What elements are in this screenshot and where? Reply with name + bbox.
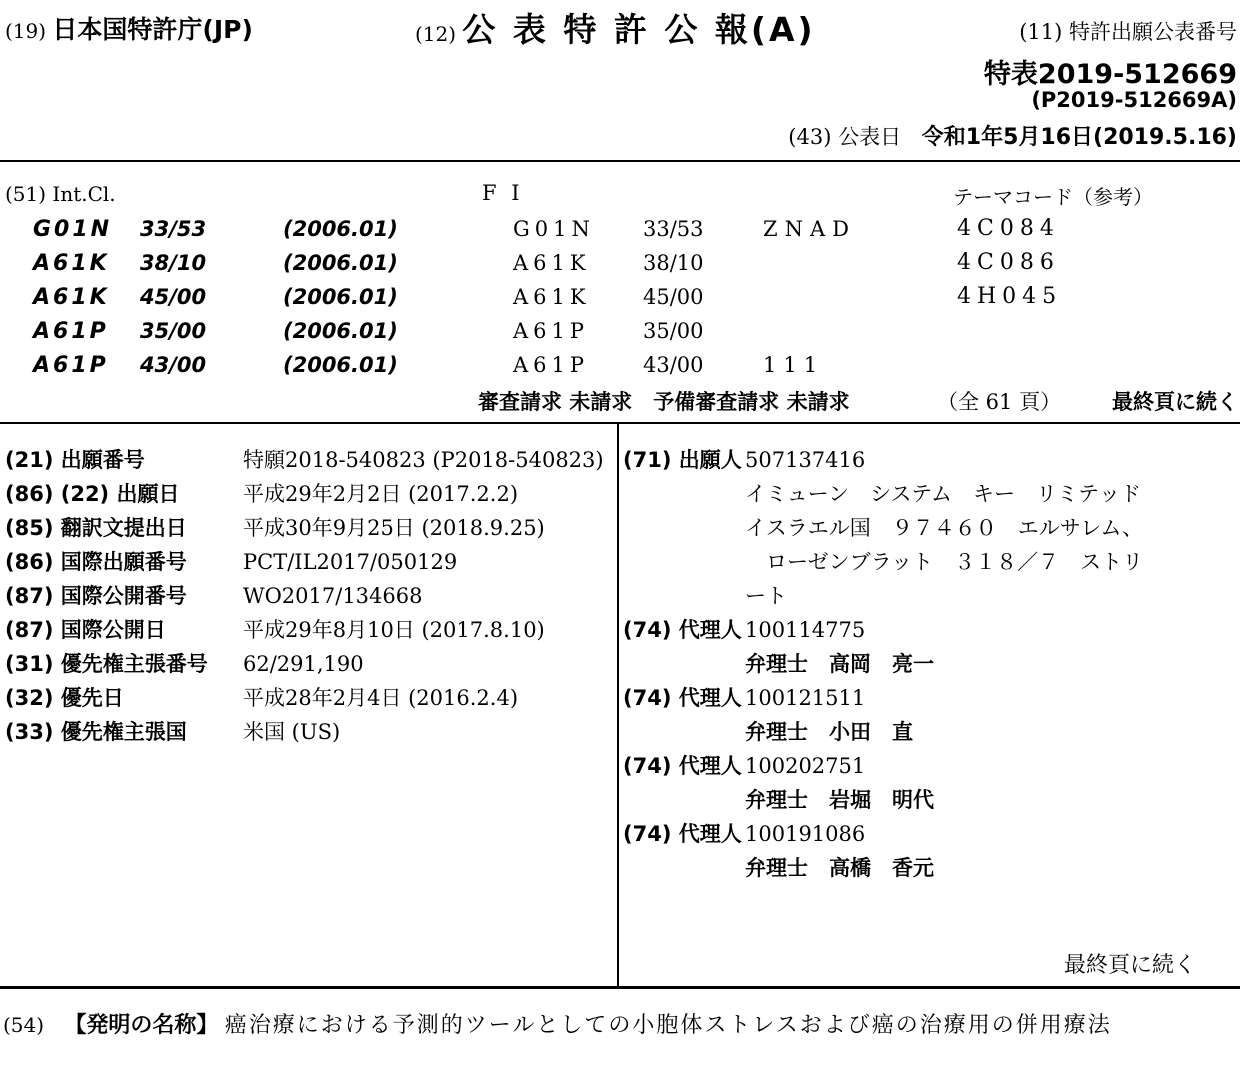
title-prefix: (54) [3,1013,45,1037]
fi-number: 35/00 [643,319,704,343]
invention-title-line [3,1008,1112,1039]
biblio-row [5,681,610,715]
field-label: (74) 代理人 [623,618,742,642]
biblio-row [623,851,1235,885]
fi-number: 38/10 [643,251,704,275]
ipc-version: (2006.01) [283,217,398,241]
field-value: 平成30年9月25日 (2018.9.25) [243,516,545,540]
field-value: 507137416 [745,448,866,472]
ipc-class: G01N [33,217,113,242]
ipc-number: 43/00 [140,353,207,377]
intcl-prefix: (51) [5,182,47,206]
fi-number: 43/00 [643,353,704,377]
field-value: 62/291,190 [243,652,364,676]
fi-class: A61P [513,319,590,343]
biblio-row [623,817,1235,851]
fi-heading: F I [482,181,524,205]
theme-code: 4H045 [957,284,1063,309]
continued-on-last-page-bottom: 最終頁に続く [1063,953,1196,978]
total-pages: （全 61 頁） [937,390,1062,414]
examination-request-status: 審査請求 未請求 予備審査請求 未請求 [478,390,850,414]
biblio-row [623,715,1235,749]
theme-code: 4C086 [957,250,1060,275]
field-value: 100114775 [745,618,866,642]
fi-row [513,314,856,348]
biblio-row [5,477,610,511]
biblio-row [5,613,610,647]
ipc-class: A61K [33,251,110,276]
field-value: WO2017/134668 [243,584,423,608]
biblio-row [623,613,1235,647]
fi-number: 33/53 [643,217,704,241]
field-value: イミューン システム キー リミテッド [745,482,1142,506]
ipc-number: 45/00 [140,285,207,309]
publication-number: 特表2019-512669 [983,59,1237,90]
ipc-class: A61P [33,319,109,344]
biblio-row [623,783,1235,817]
field-value: ローゼンブラット ３１８／７ ストリ [745,550,1144,574]
kind-title: 公 表 特 許 公 報(A) [462,10,816,49]
biblio-row [5,647,610,681]
field-value: 特願2018-540823 (P2018-540823) [243,448,604,472]
column-divider [617,422,619,986]
field-label: (33) 優先権主張国 [5,720,187,744]
field-value: 平成29年2月2日 (2017.2.2) [243,482,519,506]
ipc-version: (2006.01) [283,319,398,343]
field-value: 弁理士 小田 直 [745,720,913,744]
ipc-row [33,348,398,382]
fi-row [513,212,856,246]
theme-code: 4C084 [957,216,1060,241]
ipc-row [33,280,398,314]
intcl-heading [5,182,116,206]
fi-class: A61K [513,285,591,309]
field-label: (74) 代理人 [623,822,742,846]
pubdate-prefix: (43) [788,125,832,149]
ipc-class: A61P [33,353,109,378]
biblio-row [623,647,1235,681]
field-label: (21) 出願番号 [5,448,145,472]
ipc-number: 33/53 [140,217,207,241]
publication-number-paren: (P2019-512669A) [1031,88,1237,112]
biblio-row [623,511,1235,545]
kind-prefix: (12) [415,22,457,46]
biblio-row [623,579,1235,613]
biblio-row [623,749,1235,783]
fi-class: G01N [513,217,595,241]
horizontal-rule-bottom [0,986,1240,989]
field-value: 米国 (US) [243,720,341,744]
fi-row [513,280,856,314]
ipc-row [33,246,398,280]
fi-row [513,246,856,280]
field-label: (87) 国際公開番号 [5,584,187,608]
publication-kind [415,4,816,51]
ipc-class: A61K [33,285,110,310]
field-label: (74) 代理人 [623,754,742,778]
field-label: (71) 出願人 [623,448,742,472]
biblio-row [623,443,1235,477]
biblio-row [623,681,1235,715]
theme-code-heading: テーマコード（参考） [953,185,1153,209]
field-label: (86) (22) 出願日 [5,482,180,506]
ipc-number: 35/00 [140,319,207,343]
theme-code-column [957,212,1062,314]
field-value: 弁理士 岩堀 明代 [745,788,934,812]
field-value: 弁理士 高橋 香元 [745,856,934,880]
pubno-label-text: 特許出願公表番号 [1069,20,1237,44]
field-value: 100121511 [745,686,866,710]
fi-class: A61K [513,251,591,275]
fi-ext: 111 [763,353,825,377]
ipc-version: (2006.01) [283,251,398,275]
field-label: (86) 国際出願番号 [5,550,187,574]
fi-row [513,348,856,382]
office-prefix: (19) [5,19,47,43]
biblio-row [5,443,610,477]
invention-title: 癌治療における予測的ツールとしての小胞体ストレスおよび癌の治療用の併用療法 [224,1013,1112,1038]
biblio-row [5,579,610,613]
pubdate-value: 令和1年5月16日(2019.5.16) [921,125,1237,150]
fi-number: 45/00 [643,285,704,309]
biblio-row [5,545,610,579]
field-value: ート [745,584,787,608]
biblio-right-column [623,443,1235,885]
biblio-row [5,511,610,545]
field-value: 弁理士 高岡 亮一 [745,652,934,676]
ipc-version: (2006.01) [283,285,398,309]
fi-ext: ZNAD [763,217,856,241]
field-label: (87) 国際公開日 [5,618,166,642]
ipc-version: (2006.01) [283,353,398,377]
field-label: (74) 代理人 [623,686,742,710]
field-value: 平成29年8月10日 (2017.8.10) [243,618,545,642]
patent-office [5,10,253,46]
biblio-row [623,545,1235,579]
ipc-row [33,314,398,348]
horizontal-rule-top [0,160,1240,162]
title-label: 【発明の名称】 [64,1013,219,1038]
field-value: PCT/IL2017/050129 [243,550,458,574]
field-label: (85) 翻訳文提出日 [5,516,187,540]
intcl-label-text: Int.Cl. [52,182,116,206]
publication-date-line [788,120,1237,151]
fi-class: A61P [513,353,590,377]
field-value: イスラエル国 ９７４６０ エルサレム、 [745,516,1144,540]
field-label: (32) 優先日 [5,686,124,710]
field-value: 100191086 [745,822,866,846]
publication-number-label [1019,16,1237,46]
ipc-number: 38/10 [140,251,207,275]
biblio-left-column [5,443,610,749]
pubno-prefix: (11) [1019,20,1063,44]
pubdate-label: 公表日 [838,125,902,149]
ipc-column [33,212,398,382]
horizontal-rule-middle [0,422,1240,424]
office-name: 日本国特許庁(JP) [52,15,253,44]
continued-on-last-page-top: 最終頁に続く [1112,390,1238,414]
ipc-row [33,212,398,246]
biblio-row [5,715,610,749]
field-label: (31) 優先権主張番号 [5,652,208,676]
field-value: 平成28年2月4日 (2016.2.4) [243,686,519,710]
fi-column [513,212,856,382]
biblio-row [623,477,1235,511]
field-value: 100202751 [745,754,866,778]
